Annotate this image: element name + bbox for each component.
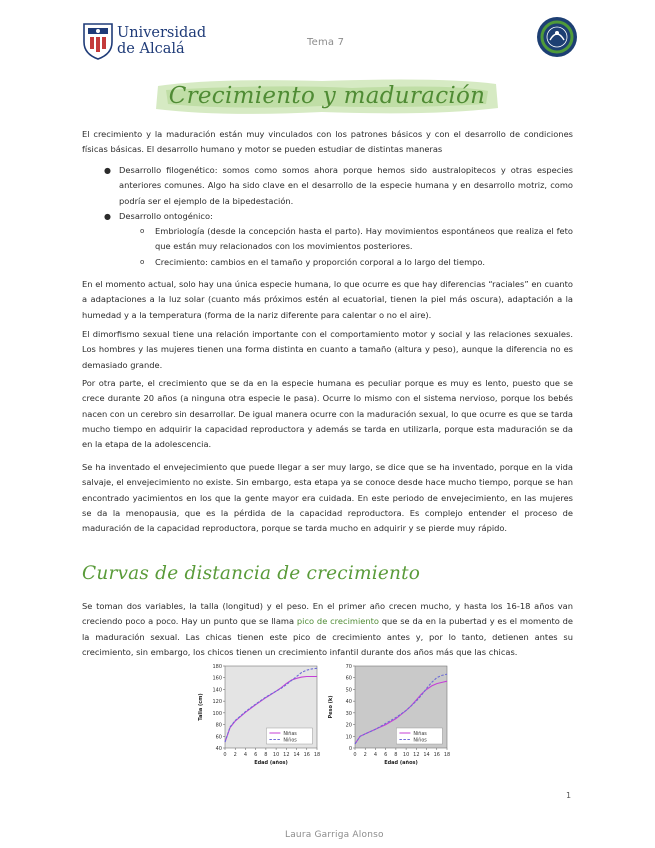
y-tick-label: 100 xyxy=(212,710,222,717)
paragraph xyxy=(82,327,573,373)
x-tick-label: 18 xyxy=(313,752,321,758)
x-tick-label: 0 xyxy=(223,752,227,758)
intro-paragraph xyxy=(82,127,573,158)
x-axis-label: Edad (años) xyxy=(384,760,418,766)
paragraph-aging: Se ha inventado el envejecimiento que puede llegar a ser muy largo, se dice que se ha inventado, porque en la vida salvaje, el envejecimiento no existe. Sin embargo, esta etapa ya se conoce desde hace mucho tiempo, porque se han encontrado yacimientos en los que la gente mayor era cuidada. En este periodo de envejecimiento, en las mujeres se da la menopausia, que es la pérdida de la capacidad reproductora. Es complejo entender el proceso de maduración de la capacidad reproductora, porque se tarda mucho en adquirir y se pierde muy rápido. xyxy=(82,462,573,534)
legend-label: Niños xyxy=(413,738,427,744)
legend-label: Niñas xyxy=(413,731,427,737)
paragraph-dimorphism: El dimorfismo sexual tiene una relación importante con el comportamiento motor y social y las relaciones sexuales. Los hombres y las mujeres tienen una forma distinta en cuanto a tamaño (altura y peso), aunque la diferencia no es demasiado grande. xyxy=(82,329,573,370)
intro-text: El crecimiento y la maduración están muy vinculados con los patrones básicos y con el desarrollo de condiciones físicas básicas. El desarrollo humano y motor se pueden estudiar de distintas maneras xyxy=(82,129,573,155)
sub-item-embryology: Embriología (desde la concepción hasta el parto). Hay movimientos espontáneos que realiza el feto que están muy relacionados con los movimientos posteriores. xyxy=(155,226,573,252)
x-tick-label: 8 xyxy=(264,752,268,758)
sub-bullet-icon: o xyxy=(140,258,145,266)
sub-list-item xyxy=(155,255,573,270)
x-tick-label: 16 xyxy=(303,752,310,758)
university-name-line1: Universidad xyxy=(117,25,207,41)
x-tick-label: 6 xyxy=(384,752,388,758)
bullet-icon: ● xyxy=(104,212,111,221)
topic-label: Tema 7 xyxy=(307,37,345,48)
y-tick-label: 70 xyxy=(345,664,352,670)
paragraph xyxy=(82,460,573,536)
y-tick-label: 80 xyxy=(215,722,222,729)
section-heading: Curvas de distancia de crecimiento xyxy=(82,563,421,584)
x-tick-label: 6 xyxy=(254,752,258,758)
x-tick-label: 10 xyxy=(272,752,280,758)
legend-label: Niñas xyxy=(283,731,297,737)
list-item-phylogenetic: Desarrollo filogenético: somos como somos ahora porque hemos sido australopitecos y otras especies anteriores comunes. Algo ha sido clave en el desarrollo de la especie humana y en desarrollo motriz, como podría ser el ejemplo de la bipedestación. xyxy=(119,165,573,206)
page-title: Crecimiento y maduración xyxy=(168,83,486,109)
x-axis-label: Edad (años) xyxy=(254,760,288,766)
bullet-icon: ● xyxy=(104,166,111,175)
legend-label: Niños xyxy=(283,738,297,744)
x-tick-label: 12 xyxy=(283,752,290,758)
height-chart xyxy=(195,660,325,772)
x-tick-label: 10 xyxy=(402,752,410,758)
x-tick-label: 14 xyxy=(293,752,300,758)
sports-club-logo-icon xyxy=(536,16,578,58)
y-axis-label: Talla (cm) xyxy=(198,693,204,721)
sub-item-growth: Crecimiento: cambios en el tamaño y proporción corporal a lo largo del tiempo. xyxy=(155,257,485,267)
paragraph xyxy=(82,277,573,323)
paragraph-slow-growth: Por otra parte, el crecimiento que se da en la especie humana es peculiar porque es muy es lento, puesto que se crece durante 20 años (a ninguna otra especie le pasa). Ocurre lo mismo con el sistema nervioso, porque los bebés nacen con un cerebro sin desarrollar. De igual manera ocurre con la maduración sexual, lo que ocurre es que se tarda mucho tiempo en adquirir la capacidad reproductora y además se tarda en utilizarla, porque esta maduración se da en la etapa de la adolescencia. xyxy=(82,378,573,450)
y-tick-label: 140 xyxy=(212,687,222,694)
x-tick-label: 14 xyxy=(423,752,430,758)
y-tick-label: 10 xyxy=(345,734,352,741)
paragraph-species: En el momento actual, solo hay una única especie humana, lo que ocurre es que hay diferencias “raciales” en cuanto a adaptaciones a la luz solar (cuanto más próximos estén al ecuatorial, tienen la piel más oscura), adaptación a la humedad y a la temperatura (forma de la nariz diferente para calentar o no el aire). xyxy=(82,279,573,320)
sub-list-item xyxy=(155,224,573,255)
x-tick-label: 4 xyxy=(373,752,378,758)
y-tick-label: 0 xyxy=(348,746,352,752)
title-banner xyxy=(152,72,502,120)
x-tick-label: 0 xyxy=(353,752,357,758)
y-tick-label: 50 xyxy=(345,687,352,694)
x-tick-label: 4 xyxy=(243,752,248,758)
paragraph-growth-curves xyxy=(82,599,573,660)
x-tick-label: 8 xyxy=(394,752,398,758)
university-name-line2: de Alcalá xyxy=(117,41,185,57)
paragraph xyxy=(82,599,573,660)
y-tick-label: 120 xyxy=(212,699,222,706)
weight-chart xyxy=(325,660,455,772)
x-tick-label: 16 xyxy=(433,752,440,758)
paragraph xyxy=(82,376,573,452)
y-tick-label: 60 xyxy=(215,734,222,741)
y-tick-label: 60 xyxy=(345,675,352,682)
y-tick-label: 20 xyxy=(345,722,352,729)
x-tick-label: 18 xyxy=(443,752,451,758)
y-tick-label: 30 xyxy=(345,710,352,717)
list-item xyxy=(119,163,573,209)
x-tick-label: 2 xyxy=(363,752,367,758)
x-tick-label: 2 xyxy=(233,752,237,758)
y-axis-label: Peso (k) xyxy=(328,695,334,719)
y-tick-label: 180 xyxy=(212,664,222,670)
y-tick-label: 40 xyxy=(345,699,352,706)
growth-text-b: que se da en la pubertad y es el momento de la maduración sexual. Las chicas tienen este pico de crecimiento antes y, por lo tanto, detienen antes su crecimiento, sin embargo, los chicos tienen un crecimiento infantil durante dos años más que las chicas. xyxy=(82,616,573,657)
author-footer: Laura Garriga Alonso xyxy=(285,830,384,840)
growth-spurt-highlight: pico de crecimiento xyxy=(296,616,379,627)
university-logo xyxy=(82,22,207,62)
university-shield-icon xyxy=(82,22,114,60)
growth-text-a: Se toman dos variables, la talla (longitud) y el peso. En el primer año crecen mucho, y hasta los 16-18 años van creciendo poco a poco. Hay un punto que se llama xyxy=(82,601,573,627)
sub-bullet-icon: o xyxy=(140,227,145,235)
list-item-ontogenic: Desarrollo ontogénico: xyxy=(119,211,213,221)
list-item xyxy=(119,209,573,224)
x-tick-label: 12 xyxy=(413,752,420,758)
y-tick-label: 40 xyxy=(215,746,222,752)
page-number: 1 xyxy=(566,791,572,800)
y-tick-label: 160 xyxy=(212,675,222,682)
